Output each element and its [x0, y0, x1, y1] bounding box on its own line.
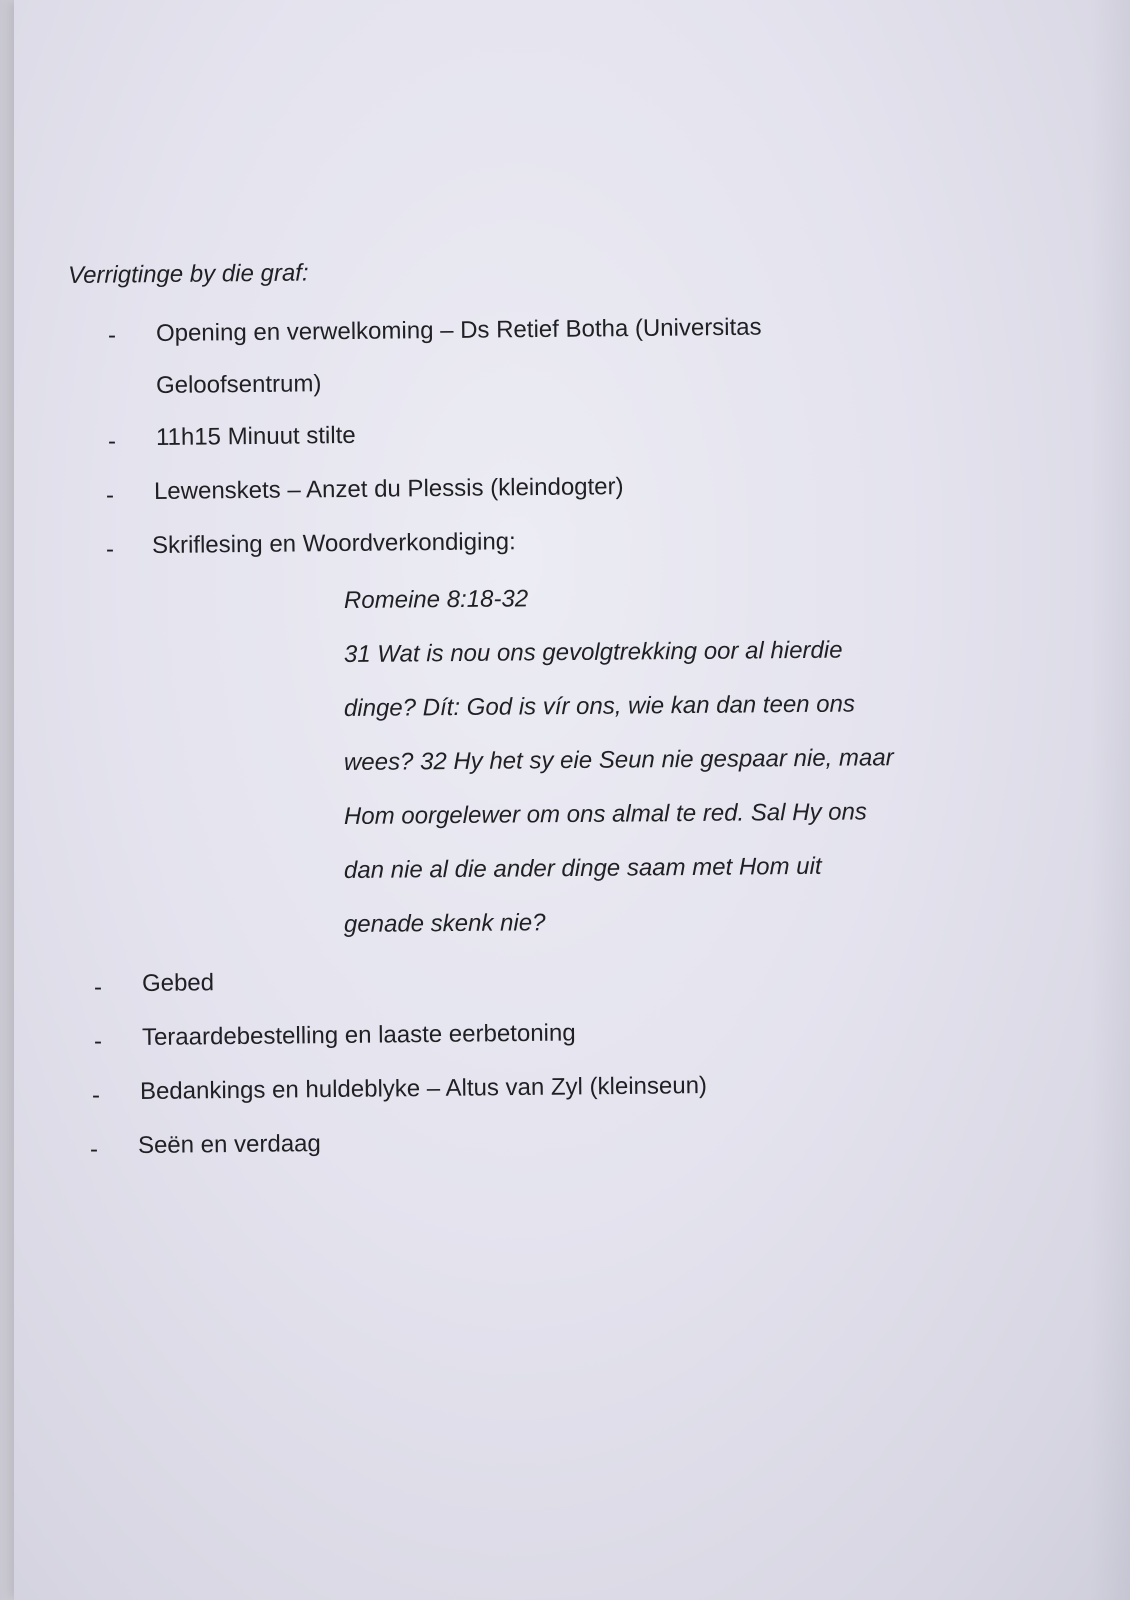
agenda-item-silence: 11h15 Minuut stilte: [155, 421, 356, 451]
bullet-dash: -: [94, 1028, 102, 1055]
bullet-dash: -: [90, 1136, 98, 1163]
agenda-item-burial: Teraardebestelling en laaste eerbetoning: [141, 1019, 576, 1051]
scripture-line: genade skenk nie?: [343, 909, 546, 938]
agenda-item-thanks: Bedankings en huldeblyke – Altus van Zyl (kleinseun): [139, 1072, 708, 1105]
agenda-item-blessing: Seën en verdaag: [137, 1130, 321, 1159]
bullet-dash: -: [106, 482, 114, 509]
bullet-dash: -: [108, 322, 116, 349]
agenda-item-life-sketch: Lewenskets – Anzet du Plessis (kleindogter): [153, 473, 624, 505]
document-heading: Verrigtinge by die graf:: [67, 259, 309, 289]
paper-sheet: [14, 0, 1130, 1600]
scripture-line: dinge? Dít: God is vír ons, wie kan dan teen ons: [343, 690, 856, 722]
agenda-item-opening: Opening en verwelkoming – Ds Retief Botha (Universitas: [155, 313, 762, 347]
scripture-line: dan nie al die ander dinge saam met Hom uit: [343, 852, 822, 884]
bullet-dash: -: [108, 428, 116, 455]
bullet-dash: -: [94, 974, 102, 1001]
agenda-item-prayer: Gebed: [141, 969, 215, 997]
bullet-dash: -: [106, 536, 114, 563]
scripture-line: wees? 32 Hy het sy eie Seun nie gespaar nie, maar: [343, 744, 894, 776]
agenda-item-scripture: Skriflesing en Woordverkondiging:: [151, 528, 516, 559]
scripture-line: 31 Wat is nou ons gevolgtrekking oor al hierdie: [343, 636, 843, 668]
agenda-item-opening-continued: Geloofsentrum): [155, 370, 322, 399]
bullet-dash: -: [92, 1082, 100, 1109]
scripture-line: Hom oorgelewer om ons almal te red. Sal Hy ons: [343, 798, 867, 830]
scripture-reference: Romeine 8:18-32: [343, 585, 529, 614]
